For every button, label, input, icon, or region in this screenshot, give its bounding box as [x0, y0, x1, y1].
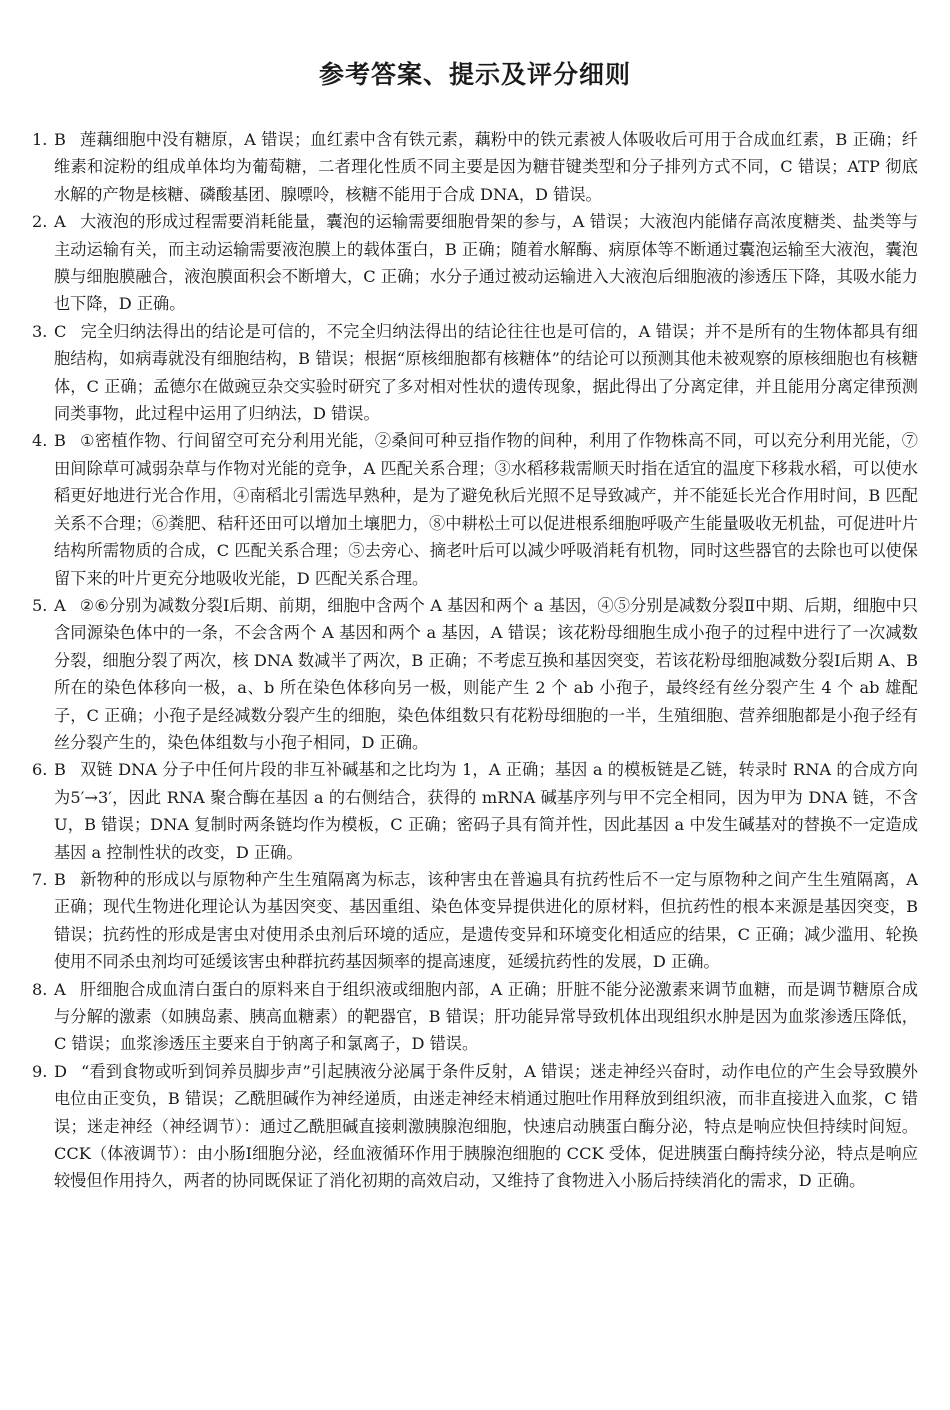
answer-key: B [54, 431, 66, 451]
answer-explanation: “看到食物或听到饲养员脚步声”引起胰液分泌属于条件反射，A 错误；迷走神经兴奋时，动作电位的产生会导致膜外电位由正变负，B 错误；乙酰胆碱作为神经递质，由迷走神经末梢通过胞吐作用释放到组织液，而非直接进入血浆，C 错误；迷走神经（神经调节）：通过乙酰胆碱直接刺激胰腺泡细胞，快速启动胰蛋白酶分泌，特点是响应快但持续时间短。CCK（体液调节）：由小肠Ⅰ细胞分泌，经血液循环作用于胰腺泡细胞的 CCK 受体，促进胰蛋白酶持续分泌，特点是响应较慢但作用持久，两者的协同既保证了消化初期的高效启动，又维持了食物进入小肠后持续消化的需求，D 正确。 [54, 1061, 918, 1191]
answer-number: 5. [32, 595, 48, 615]
answer-item-8 [32, 976, 918, 1058]
answer-item-4 [32, 427, 918, 591]
answer-explanation: 完全归纳法得出的结论是可信的，不完全归纳法得出的结论往往也是可信的，A 错误；并不是所有的生物体都具有细胞结构，如病毒就没有细胞结构，B 错误；根据“原核细胞都有核糖体”的结论可以预测其他未被观察的原核细胞也有核糖体，C 正确；孟德尔在做豌豆杂交实验时研究了多对相对性状的遗传现象，据此得出了分离定律，并且能用分离定律预测同类事物，此过程中运用了归纳法，D 错误。 [54, 321, 918, 424]
answer-explanation: 双链 DNA 分子中任何片段的非互补碱基和之比均为 1，A 正确；基因 a 的模板链是乙链，转录时 RNA 的合成方向为5′→3′，因此 RNA 聚合酶在基因 a 的右侧结合，获得的 mRNA 碱基序列与甲不完全相同，因为甲为 DNA 链，不含 U，B 错误；DNA 复制时两条链均作为模板，C 正确；密码子具有简并性，因此基因 a 中发生碱基对的替换不一定造成基因 a 控制性状的改变，D 正确。 [54, 760, 918, 862]
answer-key: A [54, 979, 66, 999]
answer-number: 3. [32, 321, 48, 341]
answer-number: 2. [32, 212, 48, 232]
answer-list [32, 126, 918, 1195]
answer-explanation: 肝细胞合成血清白蛋白的原料来自于组织液或细胞内部，A 正确；肝脏不能分泌激素来调节血糖，而是调节糖原合成与分解的激素（如胰岛素、胰高血糖素）的靶器官，B 错误；肝功能异常导致机体出现组织水肿是因为血浆渗透压降低，C 错误；血浆渗透压主要来自于钠离子和氯离子，D 错误。 [54, 979, 918, 1054]
answer-item-9 [32, 1058, 918, 1195]
answer-item-5 [32, 592, 918, 756]
answer-key: A [54, 212, 66, 232]
answer-number: 6. [32, 760, 48, 780]
answer-key: A [54, 595, 66, 615]
answer-key: C [54, 321, 67, 341]
answer-number: 7. [32, 869, 48, 889]
answer-item-3 [32, 318, 918, 428]
page-title: 参考答案、提示及评分细则 [318, 60, 631, 89]
answer-number: 1. [32, 130, 48, 149]
answer-item-7 [32, 866, 918, 976]
answer-key: B [54, 869, 66, 889]
answer-explanation: ②⑥分别为减数分裂Ⅰ后期、前期，细胞中含两个 A 基因和两个 a 基因，④⑤分别是减数分裂Ⅱ中期、后期，细胞中只含同源染色体中的一条，不会含两个 A 基因和两个 a 基因，A 错误；该花粉母细胞生成小孢子的过程中进行了一次减数分裂，细胞分裂了两次，核 DNA 数减半了两次，B 正确；不考虑互换和基因突变，若该花粉母细胞减数分裂Ⅰ后期 A、B 所在的染色体移向一极，a、b 所在染色体移向另一极，则能产生 2 个 ab 小孢子，最终经有丝分裂产生 4 个 ab 雄配子，C 正确；小孢子是经减数分裂产生的细胞，染色体组数只有花粉母细胞的一半，生殖细胞、营养细胞都是小孢子经有丝分裂产生的，染色体组数与小孢子相同，D 正确。 [54, 595, 918, 752]
answer-explanation: 大液泡的形成过程需要消耗能量，囊泡的运输需要细胞骨架的参与，A 错误；大液泡内能储存高浓度糖类、盐类等与主动运输有关，而主动运输需要液泡膜上的载体蛋白，B 正确；随着水解酶、病原体等不断通过囊泡运输至大液泡，囊泡膜与细胞膜融合，液泡膜面积会不断增大，C 正确；水分子通过被动运输进入大液泡后细胞液的渗透压下降，其吸水能力也下降，D 正确。 [54, 212, 918, 314]
answer-number: 8. [32, 979, 48, 999]
answer-number: 9. [32, 1061, 48, 1081]
answer-item-2 [32, 208, 918, 318]
answer-item-6 [32, 756, 918, 866]
answer-explanation: 莲藕细胞中没有糖原，A 错误；血红素中含有铁元素，藕粉中的铁元素被人体吸收后可用于合成血红素，B 正确；纤维素和淀粉的组成单体均为葡萄糖，二者理化性质不同主要是因为糖苷键类型和分子排列方式不同，C 错误；ATP 彻底水解的产物是核糖、磷酸基团、腺嘌呤，核糖不能用于合成 DNA，D 错误。 [54, 130, 918, 204]
answer-item-1 [32, 126, 918, 208]
answer-explanation: ①密植作物、行间留空可充分利用光能，②桑间可种豆指作物的间种，利用了作物株高不同，可以充分利用光能，⑦田间除草可减弱杂草与作物对光能的竞争，A 匹配关系合理；③水稻移栽需顺天时指在适宜的温度下移栽水稻，可以使水稻更好地进行光合作用，④南稻北引需选早熟种，是为了避免秋后光照不足导致减产，并不能延长光合作用时间，B 匹配关系不合理；⑥粪肥、秸秆还田可以增加土壤肥力，⑧中耕松土可以促进根系细胞呼吸产生能量吸收无机盐，可促进叶片结构所需物质的合成，C 匹配关系合理；⑤去旁心、摘老叶后可以减少呼吸消耗有机物，同时这些器官的去除也可以使保留下来的叶片更充分地吸收光能，D 匹配关系合理。 [54, 431, 918, 588]
answer-key: D [54, 1061, 67, 1081]
answer-explanation: 新物种的形成以与原物种产生生殖隔离为标志，该种害虫在普遍具有抗药性后不一定与原物种之间产生生殖隔离，A 正确；现代生物进化理论认为基因突变、基因重组、染色体变异提供进化的原材料，但抗药性的根本来源是基因突变，B 错误；抗药性的形成是害虫对使用杀虫剂后环境的适应，是遗传变异和环境变化相适应的结果，C 正确；减少滥用、轮换使用不同杀虫剂均可延缓该害虫种群抗药基因频率的提高速度，延缓抗药性的发展，D 正确。 [54, 869, 918, 972]
answer-key: B [54, 130, 66, 149]
answer-number: 4. [32, 431, 48, 451]
answer-key: B [54, 760, 66, 780]
